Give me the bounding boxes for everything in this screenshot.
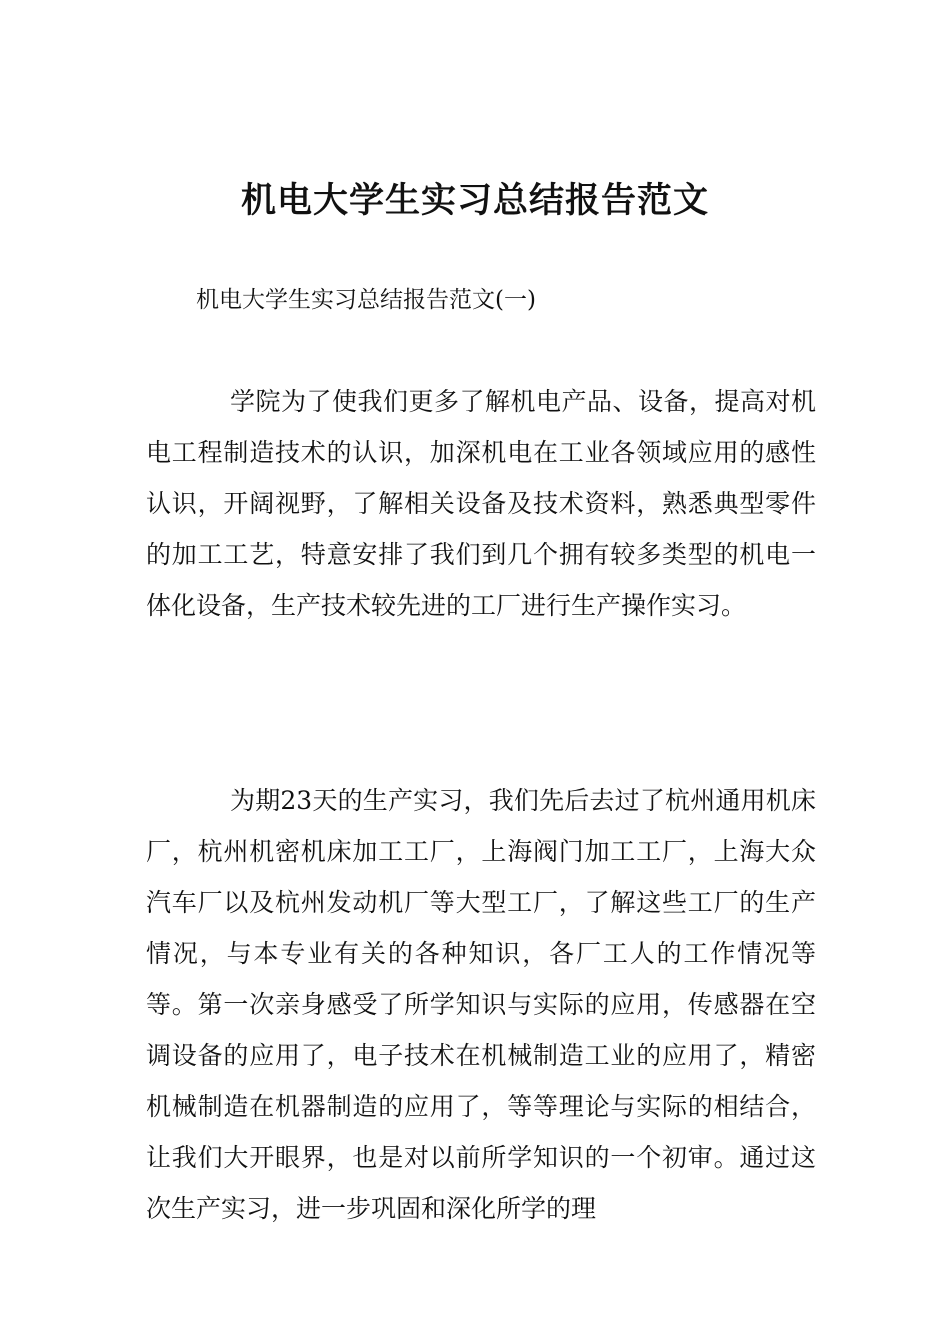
document-subtitle: 机电大学生实习总结报告范文(一)	[196, 287, 536, 313]
paragraph-1: 学院为了使我们更多了解机电产品、设备，提高对机电工程制造技术的认识，加深机电在工业各领域应用的感性认识，开阔视野，了解相关设备及技术资料，熟悉典型零件的加工工艺，特意安排了我们到几个拥有较多类型的机电一体化设备，生产技术较先进的工厂进行生产操作实习。	[146, 387, 816, 620]
paragraph-2: 为期23天的生产实习，我们先后去过了杭州通用机床厂，杭州机密机床加工工厂，上海阀门加工工厂，上海大众汽车厂以及杭州发动机厂等大型工厂，了解这些工厂的生产情况，与本专业有关的各种知识，各厂工人的工作情况等等。第一次亲身感受了所学知识与实际的应用，传感器在空调设备的应用了，电子技术在机械制造工业的应用了，精密机械制造在机器制造的应用了，等等理论与实际的相结合，让我们大开眼界，也是对以前所学知识的一个初审。通过这次生产实习，进一步巩固和深化所学的理	[146, 786, 816, 1223]
document-title: 机电大学生实习总结报告范文	[240, 181, 709, 221]
